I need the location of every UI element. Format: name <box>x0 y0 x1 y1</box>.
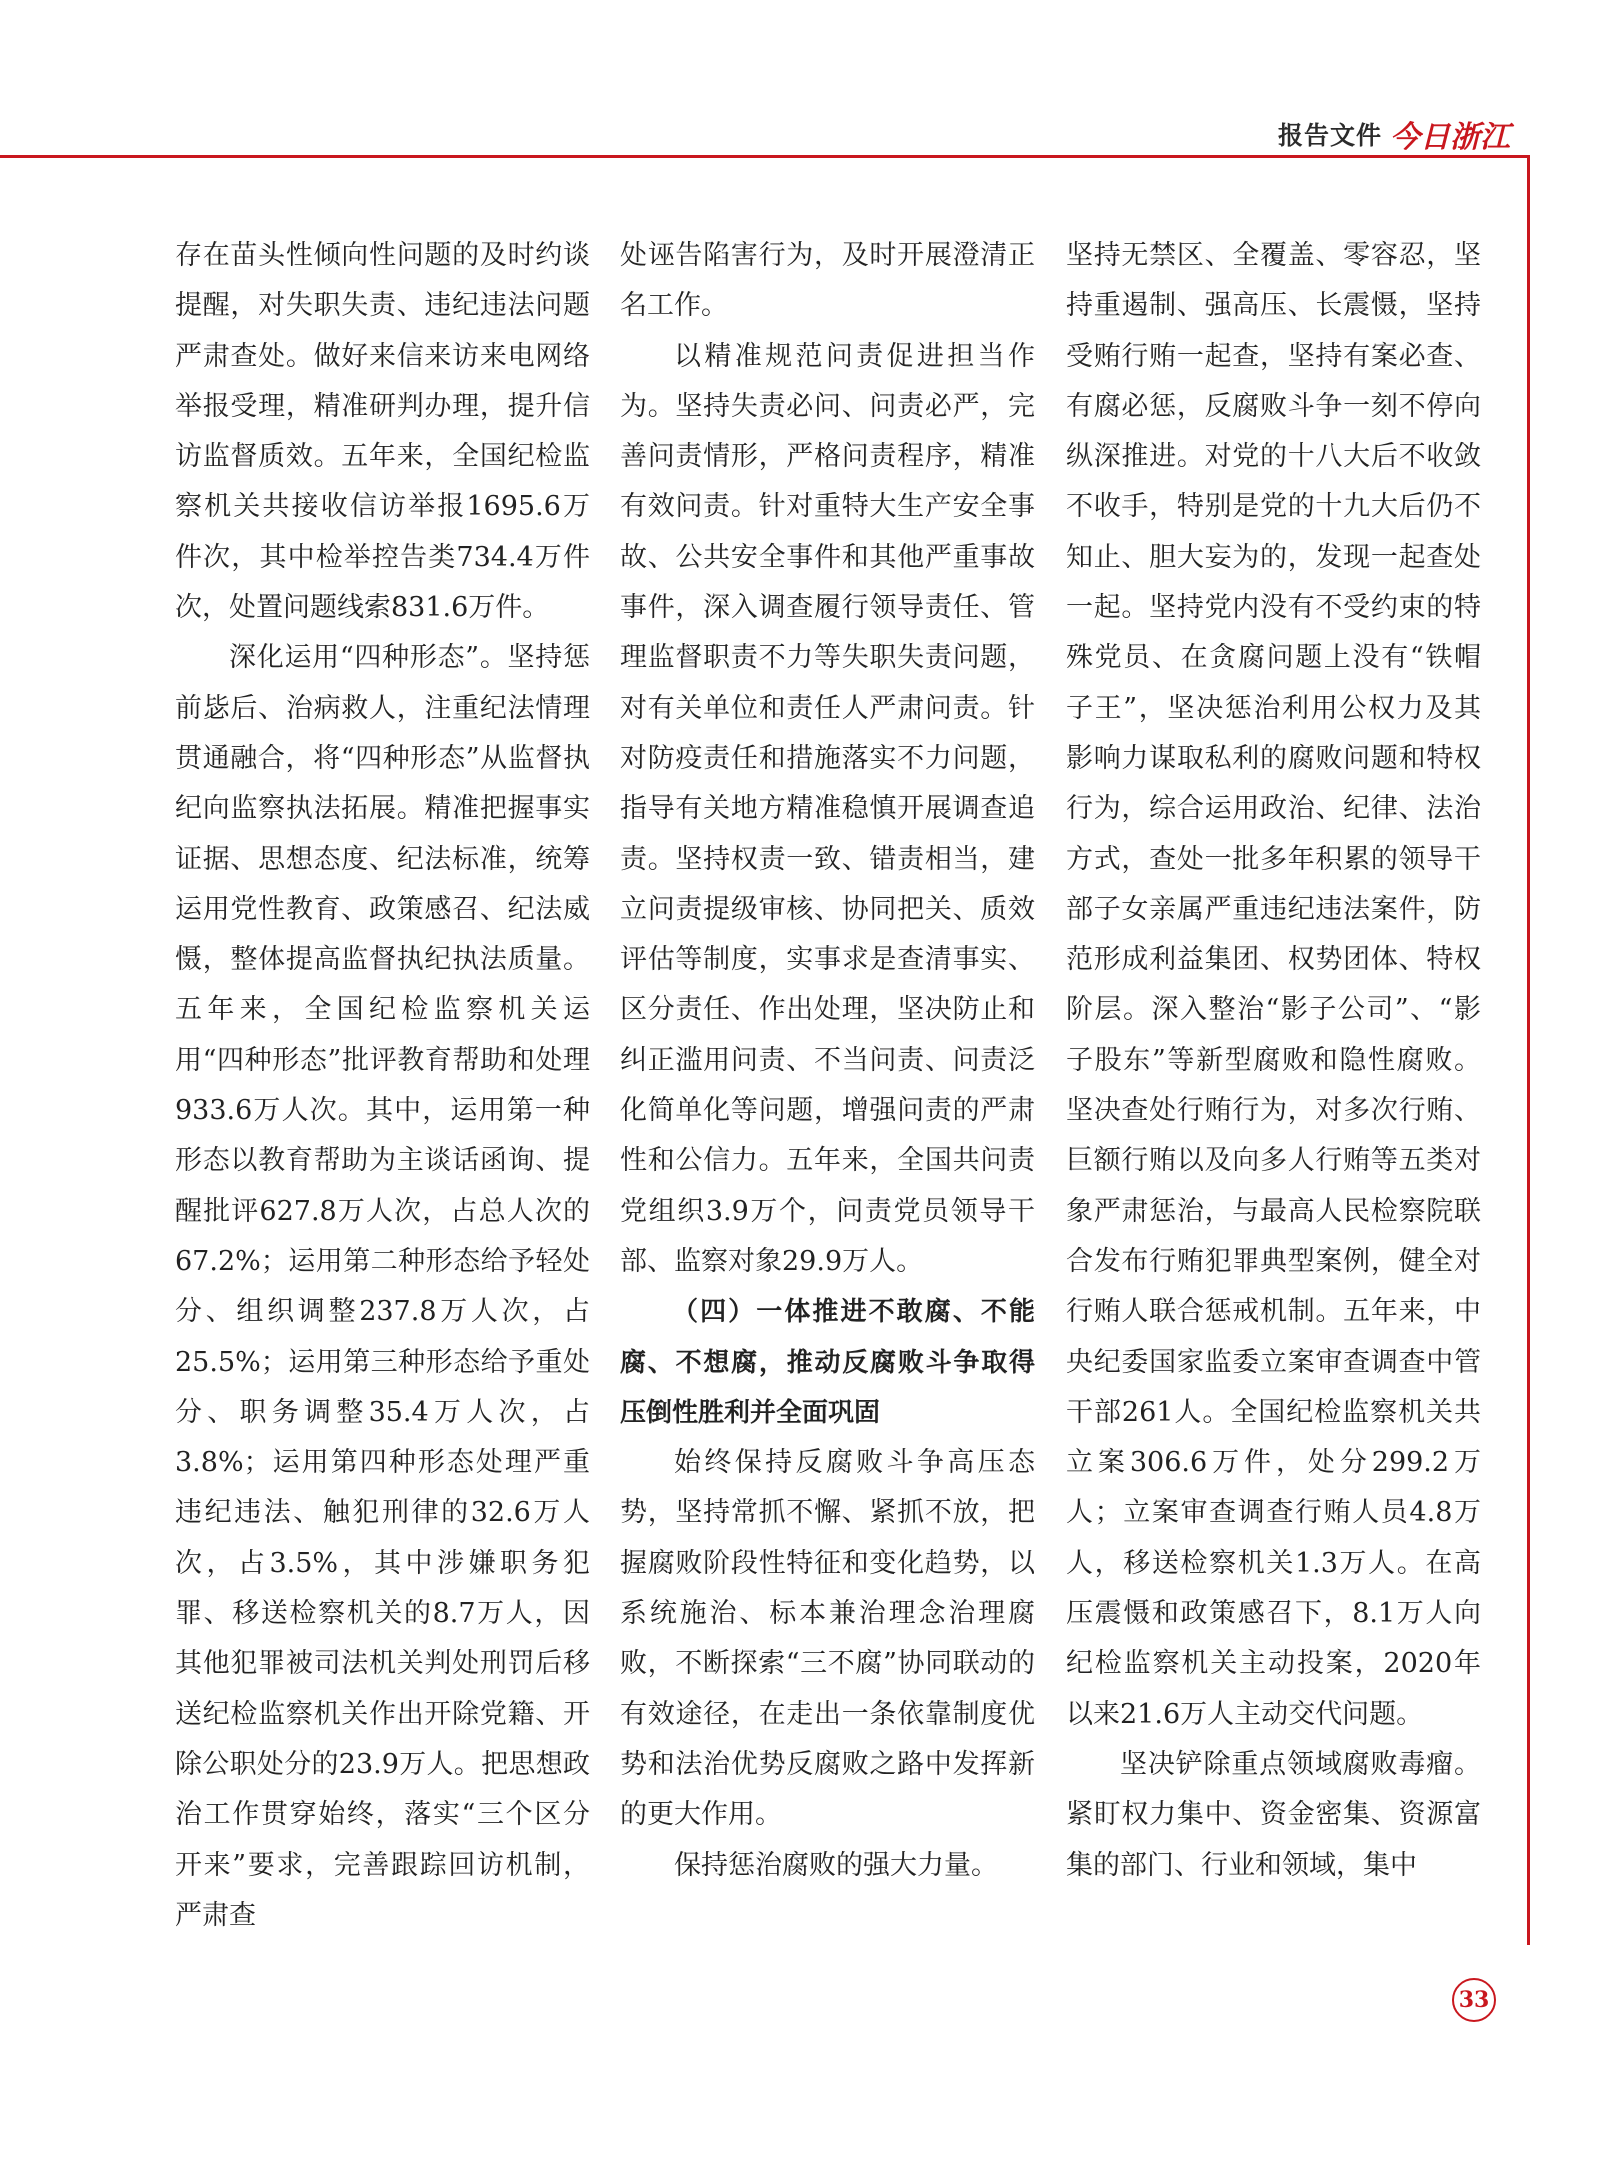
column-1 <box>175 231 590 1941</box>
paragraph: 始终保持反腐败斗争高压态势，坚持常抓不懈、紧抓不放，把握腐败阶段性特征和变化趋势，以系统施治、标本兼治理念治理腐败，不断探索“三不腐”协同联动的有效途径，在走出一条依靠制度优势和法治优势反腐败之路中发挥新的更大作用。 <box>620 1447 1035 1831</box>
paragraph: 保持惩治腐败的强大力量。 <box>674 1849 998 1881</box>
page-header <box>1278 112 1510 156</box>
paragraph: 坚持无禁区、全覆盖、零容忍，坚持重遏制、强高压、长震慑，坚持受贿行贿一起查，坚持有案必查、有腐必惩，反腐败斗争一刻不停向纵深推进。对党的十八大后不收敛不收手，特别是党的十九大后仍不知止、胆大妄为的，发现一起查处一起。坚持党内没有不受约束的特殊党员、在贪腐问题上没有“铁帽子王”，坚决惩治利用公权力及其影响力谋取私利的腐败问题和特权行为，综合运用政治、纪律、法治方式，查处一批多年积累的领导干部子女亲属严重违纪违法案件，防范形成利益集团、权势团体、特权阶层。深入整治“影子公司”、“影子股东”等新型腐败和隐性腐败。坚决查处行贿行为，对多次行贿、巨额行贿以及向多人行贿等五类对象严肃惩治，与最高人民检察院联合发布行贿犯罪典型案例，健全对行贿人联合惩戒机制。五年来，中央纪委国家监委立案审查调查中管干部261人。全国纪检监察机关共立案306.6万件，处分299.2万人；立案审查调查行贿人员4.8万人，移送检察机关1.3万人。在高压震慑和政策感召下，8.1万人向纪检监察机关主动投案，2020年以来21.6万人主动交代问题。 <box>1066 240 1481 1730</box>
paragraph: 处诬告陷害行为，及时开展澄清正名工作。 <box>620 240 1035 322</box>
paragraph: 深化运用“四种形态”。坚持惩前毖后、治病救人，注重纪法情理贯通融合，将“四种形态”从监督执纪向监察执法拓展。精准把握事实证据、思想态度、纪法标准，统筹运用党性教育、政策感召、纪法威慑，整体提高监督执纪执法质量。五年来，全国纪检监察机关运用“四种形态”批评教育帮助和处理933.6万人次。其中，运用第一种形态以教育帮助为主谈话函询、提醒批评627.8万人次，占总人次的67.2%；运用第二种形态给予轻处分、组织调整237.8万人次，占25.5%；运用第三种形态给予重处分、职务调整35.4万人次，占3.8%；运用第四种形态处理严重违纪违法、触犯刑律的32.6万人次，占3.5%，其中涉嫌职务犯罪、移送检察机关的8.7万人，因其他犯罪被司法机关判处刑罚后移送纪检监察机关作出开除党籍、开除公职处分的23.9万人。把思想政治工作贯穿始终，落实“三个区分开来”要求，完善跟踪回访机制，严肃查 <box>175 642 590 1931</box>
page-number: 33 <box>1452 1978 1496 2022</box>
column-3 <box>1066 231 1481 1891</box>
brand-logo: 今日浙江 <box>1390 120 1510 155</box>
paragraph: 坚决铲除重点领域腐败毒瘤。紧盯权力集中、资金密集、资源富集的部门、行业和领域，集中 <box>1066 1748 1481 1881</box>
margin-rule <box>1527 155 1530 1945</box>
column-2 <box>620 231 1035 1891</box>
paragraph: 以精准规范问责促进担当作为。坚持失责必问、问责必严，完善问责情形，严格问责程序，精准有效问责。针对重特大生产安全事故、公共安全事件和其他严重事故事件，深入调查履行领导责任、管理监督职责不力等失职失责问题，对有关单位和责任人严肃问责。针对防疫责任和措施落实不力问题，指导有关地方精准稳慎开展调查追责。坚持权责一致、错责相当，建立问责提级审核、协同把关、质效评估等制度，实事求是查清事实、区分责任、作出处理，坚决防止和纠正滥用问责、不当问责、问责泛化简单化等问题，增强问责的严肃性和公信力。五年来，全国共问责党组织3.9万个，问责党员领导干部、监察对象29.9万人。 <box>620 340 1035 1277</box>
header-rule <box>0 155 1530 158</box>
section-heading: （四）一体推进不敢腐、不能腐、不想腐，推动反腐败斗争取得压倒性胜利并全面巩固 <box>620 1297 1035 1428</box>
section-label: 报告文件 <box>1277 121 1382 150</box>
paragraph: 存在苗头性倾向性问题的及时约谈提醒，对失职失责、违纪违法问题严肃查处。做好来信来访来电网络举报受理，精准研判办理，提升信访监督质效。五年来，全国纪检监察机关共接收信访举报1695.6万件次，其中检举控告类734.4万件次，处置问题线索831.6万件。 <box>175 240 590 624</box>
